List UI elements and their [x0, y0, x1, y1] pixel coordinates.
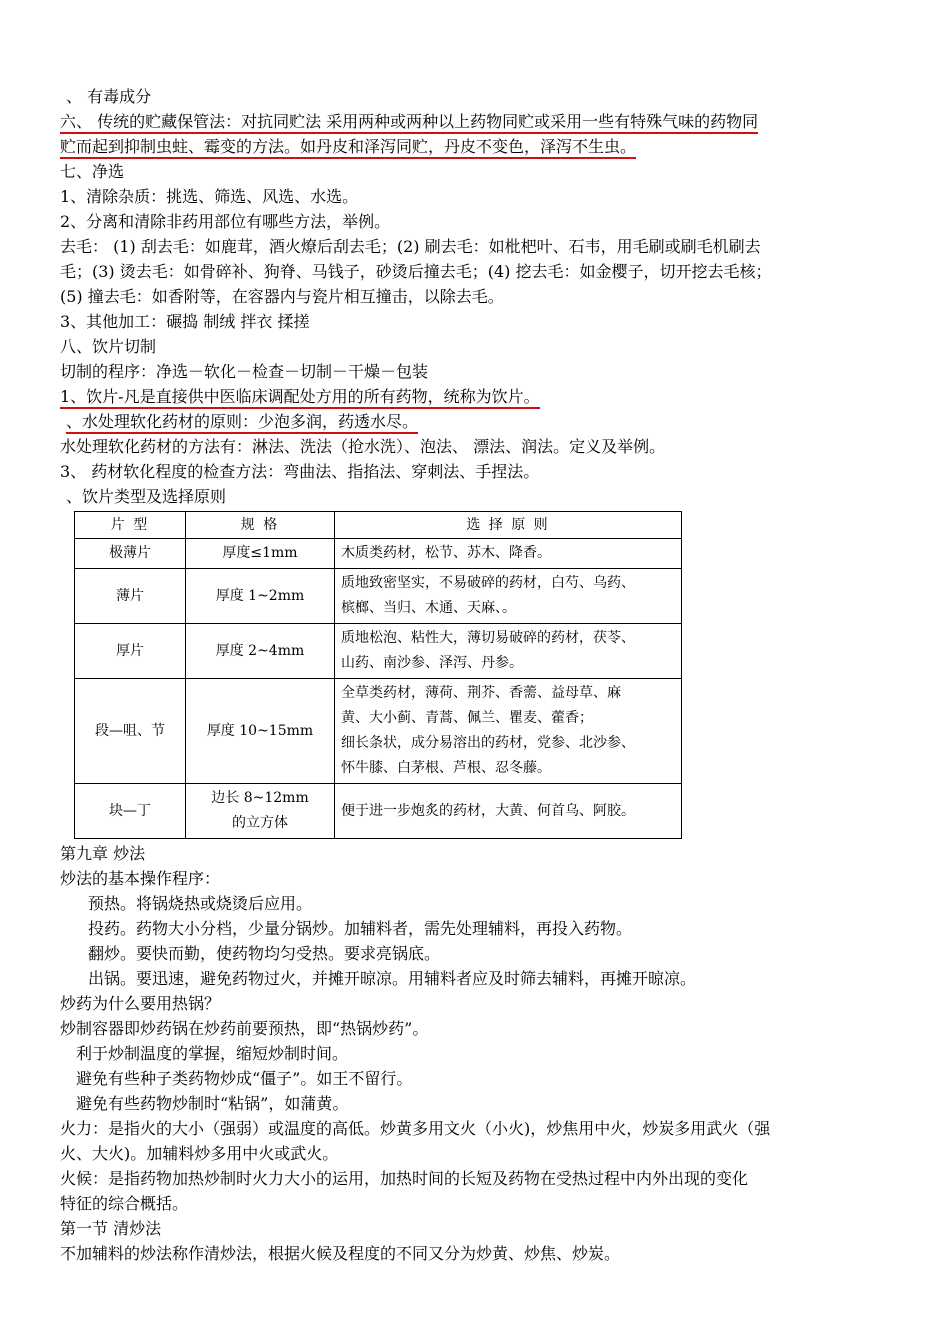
- spec-line: 边长 8~12mm: [211, 790, 309, 806]
- cell-spec: [186, 539, 335, 569]
- text-line-content: 去毛： (1) 刮去毛：如鹿茸，酒火燎后刮去毛；(2) 刷去毛：如枇杷叶、石韦，用毛刷或刷毛机刷去: [60, 237, 761, 256]
- table-row: [75, 679, 682, 784]
- text-line-b13b: [60, 1191, 894, 1216]
- text-line-content: 贮而起到抑制虫蛀、霉变的方法。如丹皮和泽泻同贮，丹皮不变色，泽泻不生虫。: [60, 137, 636, 159]
- text-line-b11: [60, 1091, 894, 1116]
- document-page: [60, 84, 894, 1266]
- principle-line: 便于进一步炮炙的药材，大黄、何首乌、阿胶。: [341, 802, 635, 819]
- text-line-l6b: [60, 259, 894, 284]
- header-spec: 规 格: [186, 512, 335, 539]
- text-line-content: 投药。药物大小分档，少量分锅炒。加辅料者，需先处理辅料，再投入药物。: [88, 919, 633, 938]
- cell-spec: [186, 679, 335, 784]
- text-line-l12: [60, 434, 894, 459]
- text-line-content: 、水处理软化药材的原则：少泡多润，药透水尽。: [66, 412, 418, 434]
- text-line-content: 炒法的基本操作程序：: [60, 869, 221, 888]
- principle-line: 黄、大小蓟、青蒿、佩兰、瞿麦、藿香；: [341, 710, 593, 726]
- cell-principle: [335, 679, 682, 784]
- header-piece-type: 片 型: [75, 512, 186, 539]
- text-line-l3: [60, 159, 894, 184]
- text-line-content: 第九章 炒法: [60, 844, 146, 863]
- text-line-b1: [60, 841, 894, 866]
- text-line-l1: [60, 84, 894, 109]
- text-line-content: 不加辅料的炒法称作清炒法，根据火候及程度的不同又分为炒黄、炒焦、炒炭。: [60, 1244, 621, 1263]
- principle-line: 怀牛膝、白茅根、芦根、忍冬藤。: [341, 760, 551, 776]
- text-line-b6: [60, 966, 894, 991]
- text-line-l5: [60, 209, 894, 234]
- principle-line: 槟榔、当归、木通、天麻、。: [341, 600, 516, 616]
- text-line-content: 3、 药材软化程度的检查方法：弯曲法、指掐法、穿刺法、手捏法。: [60, 462, 540, 481]
- cell-spec: [186, 784, 335, 839]
- text-line-b12b: [60, 1141, 894, 1166]
- principle-line: 质地松泡、粘性大，薄切易破碎的药材，茯苓、: [341, 630, 635, 646]
- cell-piece-type: 极薄片: [75, 539, 186, 569]
- text-line-b12a: [60, 1116, 894, 1141]
- text-line-content: 、 有毒成分: [66, 87, 152, 106]
- text-line-content: 、饮片类型及选择原则: [66, 487, 227, 506]
- text-line-l6c: [60, 284, 894, 309]
- spec-line: 厚度 2~4mm: [215, 642, 305, 659]
- text-line-content: 预热。将锅烧热或烧烫后应用。: [88, 894, 313, 913]
- table-row: [75, 539, 682, 569]
- text-line-content: 利于炒制温度的掌握，缩短炒制时间。: [76, 1044, 349, 1063]
- spec-line: 的立方体: [232, 815, 288, 831]
- text-line-l7: [60, 309, 894, 334]
- table-row: [75, 624, 682, 679]
- principle-line: 山药、南沙参、泽泻、丹参。: [341, 655, 523, 671]
- text-line-b10: [60, 1066, 894, 1091]
- text-line-b4: [60, 916, 894, 941]
- text-line-l2a: [60, 109, 894, 134]
- cell-principle: [335, 539, 682, 569]
- cell-piece-type: 薄片: [75, 569, 186, 624]
- table-row: [75, 784, 682, 839]
- principle-line: 全草类药材，薄荷、荆芥、香薷、益母草、麻: [341, 685, 621, 701]
- text-line-b13a: [60, 1166, 894, 1191]
- text-line-l10: [60, 384, 894, 409]
- spec-line: 厚度 10~15mm: [206, 722, 314, 739]
- text-line-content: 七、净选: [60, 162, 125, 181]
- cell-spec: [186, 569, 335, 624]
- top-section: [60, 84, 894, 509]
- text-line-content: 八、饮片切制: [60, 337, 157, 356]
- text-line-content: 1、清除杂质：挑选、筛选、风选、水选。: [60, 187, 359, 206]
- text-line-content: 炒制容器即炒药锅在炒药前要预热，即“热锅炒药”。: [60, 1019, 429, 1038]
- text-line-content: 第一节 清炒法: [60, 1219, 162, 1238]
- header-principle: 选 择 原 则: [335, 512, 682, 539]
- text-line-b2: [60, 866, 894, 891]
- text-line-b14: [60, 1216, 894, 1241]
- spec-line: 厚度 1~2mm: [215, 587, 305, 604]
- text-line-content: 水处理软化药材的方法有：淋法、洗法（抢水洗）、泡法、 漂法、润法。定义及举例。: [60, 437, 666, 456]
- text-line-content: 避免有些种子类药物炒成“僵子”。如王不留行。: [76, 1069, 413, 1088]
- text-line-content: 1、饮片-凡是直接供中医临床调配处方用的所有药物，统称为饮片。: [60, 387, 540, 409]
- table-row: [75, 569, 682, 624]
- text-line-content: 2、分离和清除非药用部位有哪些方法，举例。: [60, 212, 391, 231]
- principle-line: 细长条状，成分易溶出的药材，党参、北沙参、: [341, 735, 635, 751]
- text-line-l13: [60, 459, 894, 484]
- text-line-content: 炒药为什么要用热锅？: [60, 994, 221, 1013]
- text-line-content: 出锅。要迅速，避免药物过火，并摊开晾凉。用辅料者应及时筛去辅料，再摊开晾凉。: [88, 969, 697, 988]
- text-line-l9: [60, 359, 894, 384]
- text-line-content: 特征的综合概括。: [60, 1194, 189, 1213]
- text-line-b15: [60, 1241, 894, 1266]
- text-line-content: (5) 撞去毛：如香附等，在容器内与瓷片相互撞击，以除去毛。: [60, 287, 504, 306]
- text-line-content: 火、大火)。加辅料炒多用中火或武火。: [60, 1144, 339, 1163]
- cell-piece-type: 块—丁: [75, 784, 186, 839]
- text-line-b9: [60, 1041, 894, 1066]
- cell-principle: [335, 569, 682, 624]
- table-header-row: [75, 512, 682, 539]
- cell-spec: [186, 624, 335, 679]
- principle-line: 木质类药材，松节、苏木、降香。: [341, 545, 551, 561]
- cell-principle: [335, 624, 682, 679]
- text-line-l2b: [60, 134, 894, 159]
- text-line-content: 六、 传统的贮藏保管法：对抗同贮法 采用两种或两种以上药物同贮或采用一些有特殊气味的药物同: [60, 112, 758, 134]
- text-line-b5: [60, 941, 894, 966]
- text-line-l11: [60, 409, 894, 434]
- text-line-content: 3、其他加工：碾捣 制绒 拌衣 揉搓: [60, 312, 310, 331]
- text-line-b3: [60, 891, 894, 916]
- cell-principle: [335, 784, 682, 839]
- text-line-content: 毛；(3) 烫去毛：如骨碎补、狗脊、马钱子，砂烫后撞去毛；(4) 挖去毛：如金樱子，切开挖去毛核；: [60, 262, 772, 281]
- principle-line: 质地致密坚实，不易破碎的药材，白芍、乌药、: [341, 575, 635, 591]
- text-line-content: 火候：是指药物加热炒制时火力大小的运用，加热时间的长短及药物在受热过程中内外出现的变化: [60, 1169, 749, 1188]
- text-line-l14: [60, 484, 894, 509]
- slice-type-table: [74, 511, 682, 839]
- text-line-l6a: [60, 234, 894, 259]
- text-line-content: 避免有些药物炒制时“粘锅”，如蒲黄。: [76, 1094, 349, 1113]
- text-line-l8: [60, 334, 894, 359]
- text-line-b7: [60, 991, 894, 1016]
- text-line-l4: [60, 184, 894, 209]
- cell-piece-type: 段—咀、节: [75, 679, 186, 784]
- text-line-content: 翻炒。要快而勤，使药物均匀受热。要求亮锅底。: [88, 944, 441, 963]
- bottom-section: [60, 841, 894, 1266]
- text-line-content: 切制的程序：净选－软化－检查－切制－干燥－包装: [60, 362, 429, 381]
- text-line-b8: [60, 1016, 894, 1041]
- text-line-content: 火力：是指火的大小（强弱）或温度的高低。炒黄多用文火（小火)，炒焦用中火，炒炭多用武火（强: [60, 1119, 771, 1138]
- cell-piece-type: 厚片: [75, 624, 186, 679]
- spec-line: 厚度≤1mm: [222, 545, 298, 561]
